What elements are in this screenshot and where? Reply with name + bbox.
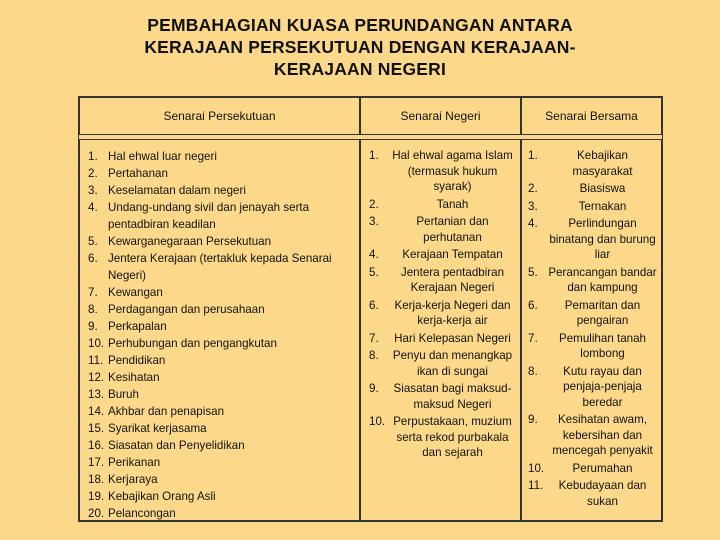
list-item xyxy=(369,197,516,213)
column-persekutuan xyxy=(79,139,360,521)
list-item xyxy=(88,403,359,420)
item-number: 4. xyxy=(528,217,538,230)
item-text: Siasatan bagi maksud-maksud Negeri xyxy=(393,382,512,411)
title-line-1: PEMBAHAGIAN KUASA PERUNDANGAN ANTARA xyxy=(147,15,573,35)
item-number: 13. xyxy=(88,388,105,401)
item-number: 9. xyxy=(88,320,98,333)
item-number: 19. xyxy=(88,490,105,503)
item-number: 9. xyxy=(528,413,538,426)
item-number: 4. xyxy=(369,248,379,261)
item-number: 10. xyxy=(369,415,386,428)
item-number: 7. xyxy=(88,286,98,299)
list-bersama xyxy=(522,140,661,509)
item-text: Kesihatan awam, kebersihan dan mencegah penyakit xyxy=(552,413,653,457)
list-item xyxy=(369,247,516,263)
item-number: 1. xyxy=(369,149,379,162)
list-item xyxy=(88,301,359,318)
item-number: 10. xyxy=(88,337,105,350)
item-number: 2. xyxy=(369,197,379,211)
list-item xyxy=(88,471,359,488)
item-text: Pertanian dan perhutanan xyxy=(416,215,489,244)
title-line-3: KERAJAAN NEGERI xyxy=(273,59,447,79)
list-item xyxy=(88,335,359,352)
list-item xyxy=(528,199,657,215)
item-text: Perpustakaan, muzium serta rekod purbakala dan sejarah xyxy=(393,415,512,459)
item-text: Hal ehwal agama Islam (termasuk hukum syarak) xyxy=(392,149,513,193)
item-text: Jentera pentadbiran Kerajaan Negeri xyxy=(400,265,505,294)
item-number: 8. xyxy=(528,364,538,378)
item-text: Siasatan dan Penyelidikan xyxy=(108,439,245,452)
item-text: Jentera Kerajaan (tertakluk kepada Senarai Negeri) xyxy=(108,252,332,282)
title-line-2: KERAJAAN PERSEKUTUAN DENGAN KERAJAAN- xyxy=(144,37,576,57)
item-number: 2. xyxy=(528,182,538,195)
item-text: Penyu dan menangkap ikan di sungai xyxy=(392,349,513,378)
item-text: Pemaritan dan pengairan xyxy=(564,298,641,327)
item-text: Perhubungan dan pengangkutan xyxy=(108,337,277,350)
list-item xyxy=(528,298,657,329)
item-text: Hal ehwal luar negeri xyxy=(108,150,217,163)
item-number: 12. xyxy=(88,371,105,384)
header-bersama: Senarai Bersama xyxy=(521,97,662,135)
list-item xyxy=(528,216,657,263)
list-item xyxy=(88,148,359,165)
item-text: Buruh xyxy=(108,388,139,401)
list-item xyxy=(369,348,516,379)
list-item xyxy=(369,331,516,347)
list-item xyxy=(88,369,359,386)
list-persekutuan xyxy=(80,140,359,522)
item-text: Pelancongan xyxy=(108,507,176,520)
item-number: 6. xyxy=(528,298,538,312)
item-text: Kewarganegaraan Persekutuan xyxy=(108,235,272,248)
item-number: 11. xyxy=(88,354,104,367)
item-text: Kewangan xyxy=(108,286,163,299)
list-negeri xyxy=(361,140,520,461)
item-text: Kerajaan Tempatan xyxy=(402,248,503,261)
item-number: 3. xyxy=(528,199,538,213)
item-number: 15. xyxy=(88,422,105,435)
item-number: 5. xyxy=(88,235,98,248)
item-text: Pertahanan xyxy=(108,167,168,180)
item-text: Kesihatan xyxy=(108,371,160,384)
column-bersama xyxy=(521,139,662,521)
list-item xyxy=(369,298,516,329)
list-item xyxy=(88,505,359,522)
list-item xyxy=(528,364,657,411)
item-number: 3. xyxy=(88,184,98,197)
item-number: 1. xyxy=(88,150,98,163)
item-text: Akhbar dan penapisan xyxy=(108,405,225,418)
item-number: 8. xyxy=(88,303,98,316)
item-number: 5. xyxy=(369,265,379,279)
list-item xyxy=(528,461,657,477)
list-item xyxy=(369,148,516,195)
item-number: 2. xyxy=(88,167,98,180)
item-text: Hari Kelepasan Negeri xyxy=(394,331,511,345)
list-item xyxy=(528,412,657,459)
list-item xyxy=(88,182,359,199)
list-item xyxy=(88,454,359,471)
list-item xyxy=(88,488,359,505)
list-item xyxy=(88,165,359,182)
list-item xyxy=(88,352,359,369)
item-text: Kebajikan Orang Asli xyxy=(108,490,216,503)
list-item xyxy=(88,420,359,437)
list-item xyxy=(88,199,359,233)
item-number: 8. xyxy=(369,349,379,362)
item-text: Pemulihan tanah lombong xyxy=(558,331,646,360)
item-text: Undang-undang sivil dan jenayah serta pentadbiran keadilan xyxy=(108,201,310,231)
list-item xyxy=(369,265,516,296)
header-negeri: Senarai Negeri xyxy=(360,97,521,135)
list-item xyxy=(528,478,657,509)
item-text: Ternakan xyxy=(578,199,627,213)
list-item xyxy=(88,318,359,335)
page-title xyxy=(60,14,660,80)
item-number: 10. xyxy=(528,461,545,475)
item-text: Perdagangan dan perusahaan xyxy=(108,303,265,316)
item-text: Perikanan xyxy=(108,456,161,469)
list-item xyxy=(528,331,657,362)
item-text: Perancangan bandar dan kampung xyxy=(548,265,657,294)
item-text: Syarikat kerjasama xyxy=(108,422,207,435)
item-text: Kerja-kerja Negeri dan kerja-kerja air xyxy=(394,298,511,327)
item-text: Kutu rayau dan penjaja-penjaja beredar xyxy=(563,364,642,409)
list-item xyxy=(369,381,516,412)
column-negeri xyxy=(360,139,521,521)
item-number: 4. xyxy=(88,201,98,214)
item-number: 5. xyxy=(528,265,538,279)
item-text: Perumahan xyxy=(572,461,633,475)
list-item xyxy=(528,181,657,197)
item-number: 14. xyxy=(88,405,105,418)
item-text: Perlindungan binatang dan burung liar xyxy=(549,217,656,261)
item-text: Perkapalan xyxy=(108,320,167,333)
item-number: 20. xyxy=(88,507,105,520)
item-number: 3. xyxy=(369,215,379,228)
item-number: 11. xyxy=(528,479,544,492)
item-text: Kerjaraya xyxy=(108,473,158,486)
item-text: Pendidikan xyxy=(108,354,166,367)
list-item xyxy=(88,437,359,454)
list-item xyxy=(369,214,516,245)
item-number: 16. xyxy=(88,439,105,452)
list-item xyxy=(369,414,516,461)
item-text: Keselamatan dalam negeri xyxy=(108,184,246,197)
item-number: 6. xyxy=(88,252,98,265)
item-number: 1. xyxy=(528,149,538,162)
list-item xyxy=(88,250,359,284)
item-text: Kebudayaan dan sukan xyxy=(558,479,647,508)
item-number: 17. xyxy=(88,456,105,469)
item-number: 18. xyxy=(88,473,105,486)
item-text: Biasiswa xyxy=(579,182,626,195)
list-item xyxy=(88,284,359,301)
list-item xyxy=(88,386,359,403)
list-table xyxy=(78,96,663,522)
header-persekutuan: Senarai Persekutuan xyxy=(79,97,360,135)
list-item xyxy=(528,265,657,296)
item-number: 7. xyxy=(528,331,538,345)
item-number: 7. xyxy=(369,331,379,345)
item-number: 9. xyxy=(369,382,379,395)
item-text: Kebajikan masyarakat xyxy=(572,149,633,178)
item-text: Tanah xyxy=(436,197,469,211)
item-number: 6. xyxy=(369,298,379,312)
list-item xyxy=(88,233,359,250)
list-item xyxy=(528,148,657,179)
